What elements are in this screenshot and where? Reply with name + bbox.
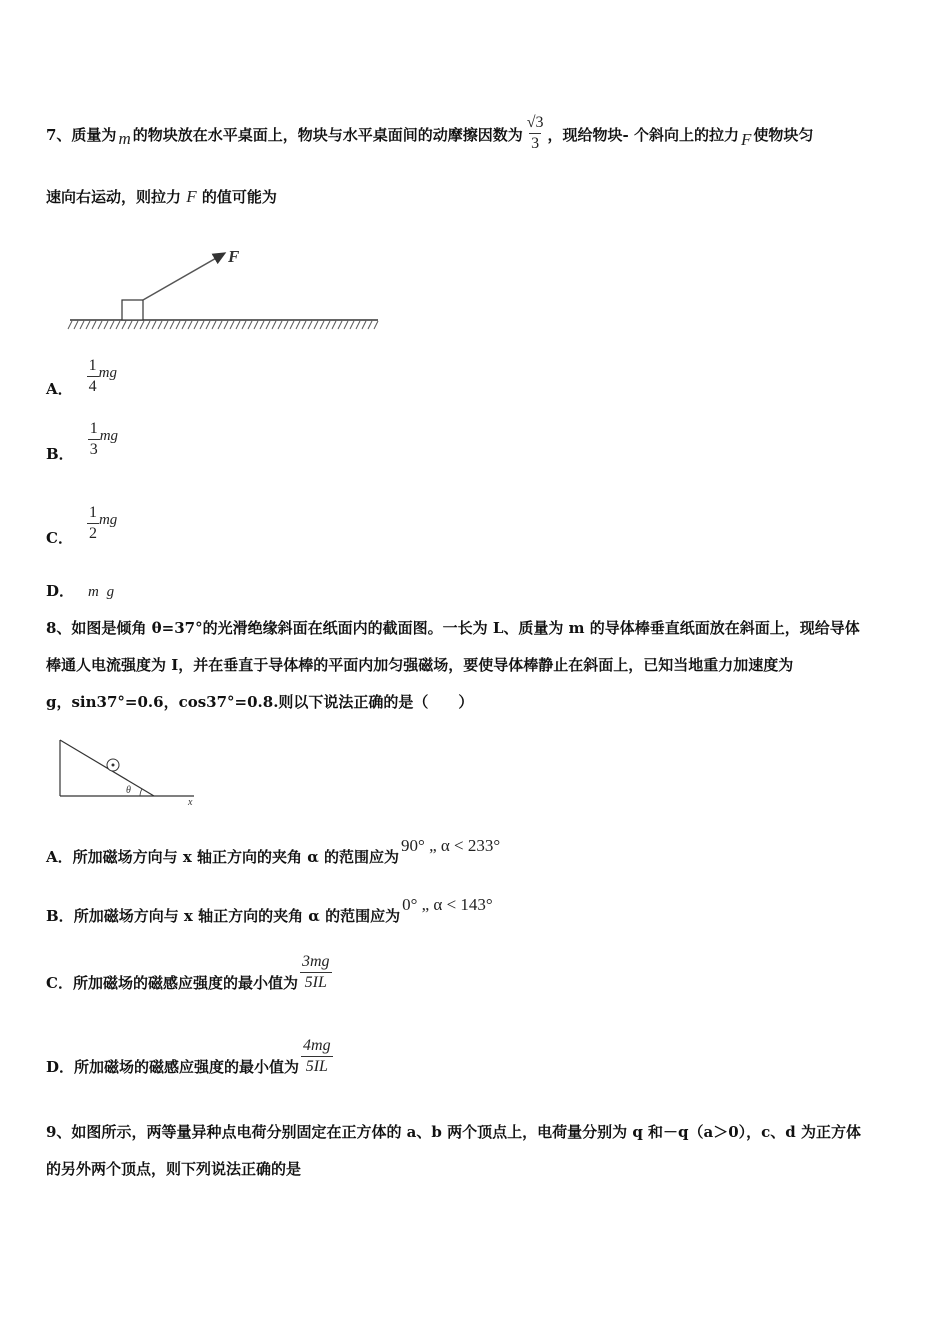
q7-option-d-text: m g [88, 584, 115, 600]
q9-line2: 的另外两个顶点，则下列说法正确的是 [46, 1160, 302, 1178]
q8-option-b-text: 所加磁场方向与 x 轴正方向的夹角 α 的范围应为 [73, 907, 401, 925]
q8-angle-theta-label: θ [126, 785, 131, 796]
q7-option-a-label: A． [46, 380, 73, 398]
q7-option-b-label: B． [46, 445, 74, 463]
q7-option-a-numerator: 1 [87, 358, 99, 377]
q7-line2 [46, 186, 277, 207]
q8-option-a-label: A． [46, 848, 73, 866]
q7-friction-numerator: √3 [526, 114, 544, 132]
q8-option-d-numerator: 4mg [301, 1038, 333, 1057]
q7-text-1: 7、质量为 [46, 125, 117, 144]
q8-option-b[interactable] [46, 893, 493, 926]
q7-line2-text-a: 速向右运动，则拉力 [46, 188, 182, 206]
q7-option-c-numerator: 1 [87, 505, 99, 524]
q8-option-c-text: 所加磁场的磁感应强度的最小值为 [72, 974, 298, 992]
q7-symbol-F: F [740, 130, 752, 149]
q7-option-b[interactable] [46, 415, 118, 464]
q7-option-b-numerator: 1 [88, 421, 100, 440]
q7-option-b-denominator: 3 [89, 440, 98, 458]
q8-option-a-text: 所加磁场方向与 x 轴正方向的夹角 α 的范围应为 [72, 848, 400, 866]
q8-option-d[interactable] [46, 1036, 333, 1077]
q7-line2-text-b: 的值可能为 [201, 188, 277, 206]
q9-line1: 9、如图所示，两等量异种点电荷分别固定在正方体的 a、b 两个顶点上，电荷量分别为 q 和－q（a＞0），c、d 为正方体 [46, 1123, 862, 1141]
q7-text-4: 使物块匀 [753, 125, 814, 144]
q7-line1 [46, 104, 813, 164]
q8-option-c-label: C． [46, 974, 73, 992]
q8-line2: 棒通人电流强度为 I，并在垂直于导体棒的平面内加匀强磁场，要使导体棒静止在斜面上，已知当地重力加速度为 [46, 656, 794, 674]
q8-option-d-denominator: 5IL [305, 1057, 328, 1075]
q7-option-a-suffix: mg [98, 365, 117, 381]
q7-option-a-fraction [87, 358, 99, 396]
q8-option-c-fraction [300, 954, 332, 992]
q7-option-c-suffix: mg [98, 512, 118, 528]
q8-angle-arc [140, 789, 142, 796]
q7-option-c-denominator: 2 [88, 524, 97, 542]
q7-friction-denominator: 3 [531, 135, 540, 152]
q7-force-arrow [143, 253, 225, 300]
q7-option-a[interactable] [46, 354, 117, 399]
q7-option-d[interactable] [46, 580, 114, 601]
q7-option-c-label: C． [46, 529, 73, 547]
q8-option-d-label: D． [46, 1058, 75, 1076]
q8-option-d-text: 所加磁场的磁感应强度的最小值为 [74, 1058, 300, 1076]
q8-option-a[interactable] [46, 834, 500, 867]
q7-text-2: 的物块放在水平桌面上，物块与水平桌面间的动摩擦因数为 [132, 125, 523, 144]
q8-option-a-range: 90° „ α < 233° [401, 835, 501, 855]
q7-table-hatching [68, 321, 378, 329]
q8-x-axis-label: x [188, 797, 193, 808]
q8-incline-slope [60, 740, 154, 796]
q8-line1: 8、如图是倾角 θ=37°的光滑绝缘斜面在纸面内的截面图。一长为 L、质量为 m 的导体棒垂直纸面放在斜面上，现给导体 [46, 619, 860, 637]
q8-option-d-fraction [301, 1038, 333, 1076]
q7-force-label: F [228, 247, 240, 266]
q7-option-b-suffix: mg [99, 428, 119, 444]
q8-current-out-of-page-dot [112, 764, 115, 767]
q8-line3: g，sin37°=0.6，cos37°=0.8.则以下说法正确的是（ ） [46, 693, 474, 711]
q7-figure-block-on-table [66, 240, 382, 332]
q8-option-c-numerator: 3mg [300, 954, 332, 973]
q7-text-3: ，现给物块- 个斜向上的拉力 [547, 125, 739, 144]
q7-option-a-denominator: 4 [88, 377, 97, 395]
q8-option-c-denominator: 5IL [304, 973, 327, 991]
q7-option-c-fraction [87, 505, 99, 543]
q7-option-b-fraction [88, 421, 100, 459]
q7-line2-symbol-F: F [186, 187, 197, 206]
q7-option-d-label: D． [46, 582, 75, 600]
q8-figure-incline [54, 734, 204, 808]
q8-option-b-range: 0° „ α < 143° [402, 894, 493, 914]
q8-option-c[interactable] [46, 952, 332, 993]
q7-block [122, 300, 143, 320]
q8-option-b-label: B． [46, 907, 74, 925]
q7-friction-fraction [525, 115, 546, 153]
q7-option-c[interactable] [46, 499, 117, 548]
q7-symbol-m: m [118, 129, 131, 148]
